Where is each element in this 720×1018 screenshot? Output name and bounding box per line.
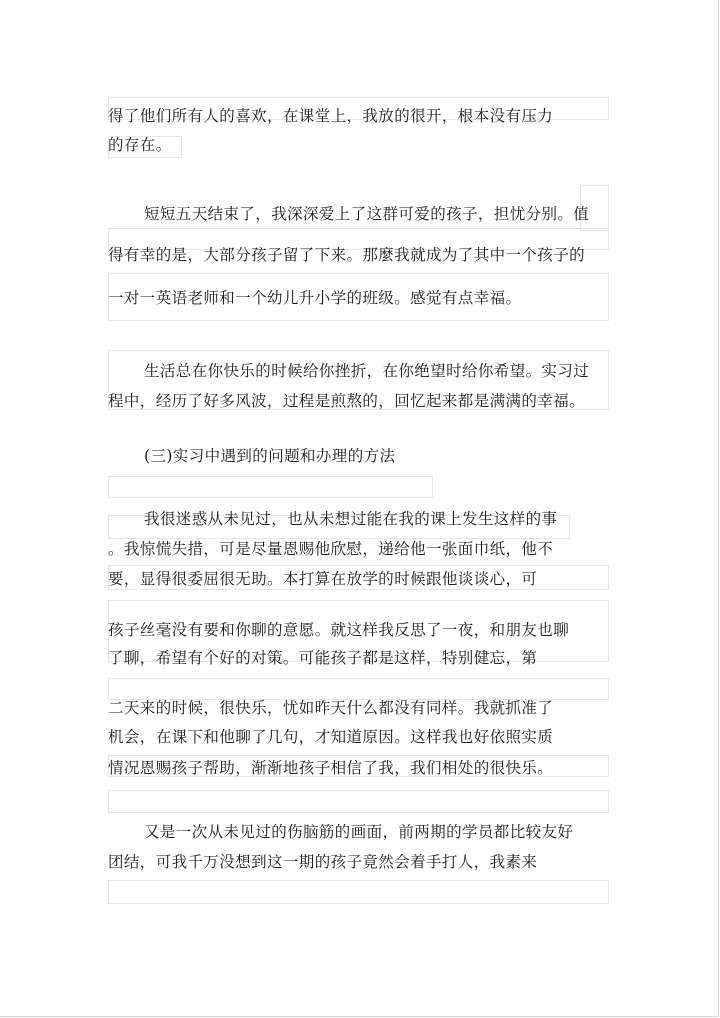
paragraph-line: 了聊，希望有个好的对策。可能孩子都是这样，特别健忘，第 xyxy=(108,649,538,667)
layout-box xyxy=(108,678,609,700)
paragraph-line: 孩子丝毫没有要和你聊的意愿。就这样我反思了一夜，和朋友也聊 xyxy=(108,621,570,639)
layout-box xyxy=(108,790,609,813)
layout-box xyxy=(108,880,609,904)
layout-box xyxy=(108,476,433,498)
paragraph-line: 情况恩赐孩子帮助，渐渐地孩子相信了我，我们相处的很快乐。 xyxy=(108,759,554,777)
paragraph-line: 二天来的时候，很快乐，忧如昨天什么都没有同样。我就抓准了 xyxy=(108,699,554,717)
paragraph-line: 得有幸的是，大部分孩子留了下来。那麼我就成为了其中一个孩子的 xyxy=(108,246,586,264)
paragraph-line: 又是一次从未见过的伤脑筋的画面，前两期的学员都比较友好 xyxy=(144,823,574,841)
paragraph-line: 程中，经历了好多风波，过程是煎熬的，回忆起来都是满满的幸福。 xyxy=(108,392,586,410)
paragraph-line: 得了他们所有人的喜欢，在课堂上，我放的很开，根本没有压力 xyxy=(108,107,554,125)
paragraph-line: 我很迷惑从未见过，也从未想过能在我的课上发生这样的事 xyxy=(144,510,558,528)
paragraph-line: 的存在。 xyxy=(108,136,172,154)
paragraph-line: 要，显得很委屈很无助。本打算在放学的时候跟他谈谈心，可 xyxy=(108,570,538,588)
paragraph-line: 生活总在你快乐的时候给你挫折，在你绝望时给你希望。实习过 xyxy=(144,362,590,380)
paragraph-line: 团结，可我千万没想到这一期的孩子竟然会着手打人，我素来 xyxy=(108,853,538,871)
paragraph-line: 一对一英语老师和一个幼儿升小学的班级。感觉有点幸福。 xyxy=(108,289,522,307)
section-heading: (三)实习中遇到的问题和办理的方法 xyxy=(144,447,396,465)
paragraph-line: 机会，在课下和他聊了几句，才知道原因。这样我也好依照实质 xyxy=(108,728,554,746)
paragraph-line: 。我惊慌失措，可是尽量恩赐他欣慰，递给他一张面巾纸，他不 xyxy=(108,540,554,558)
paragraph-line: 短短五天结束了，我深深爱上了这群可爱的孩子，担忧分别。值 xyxy=(144,205,590,223)
